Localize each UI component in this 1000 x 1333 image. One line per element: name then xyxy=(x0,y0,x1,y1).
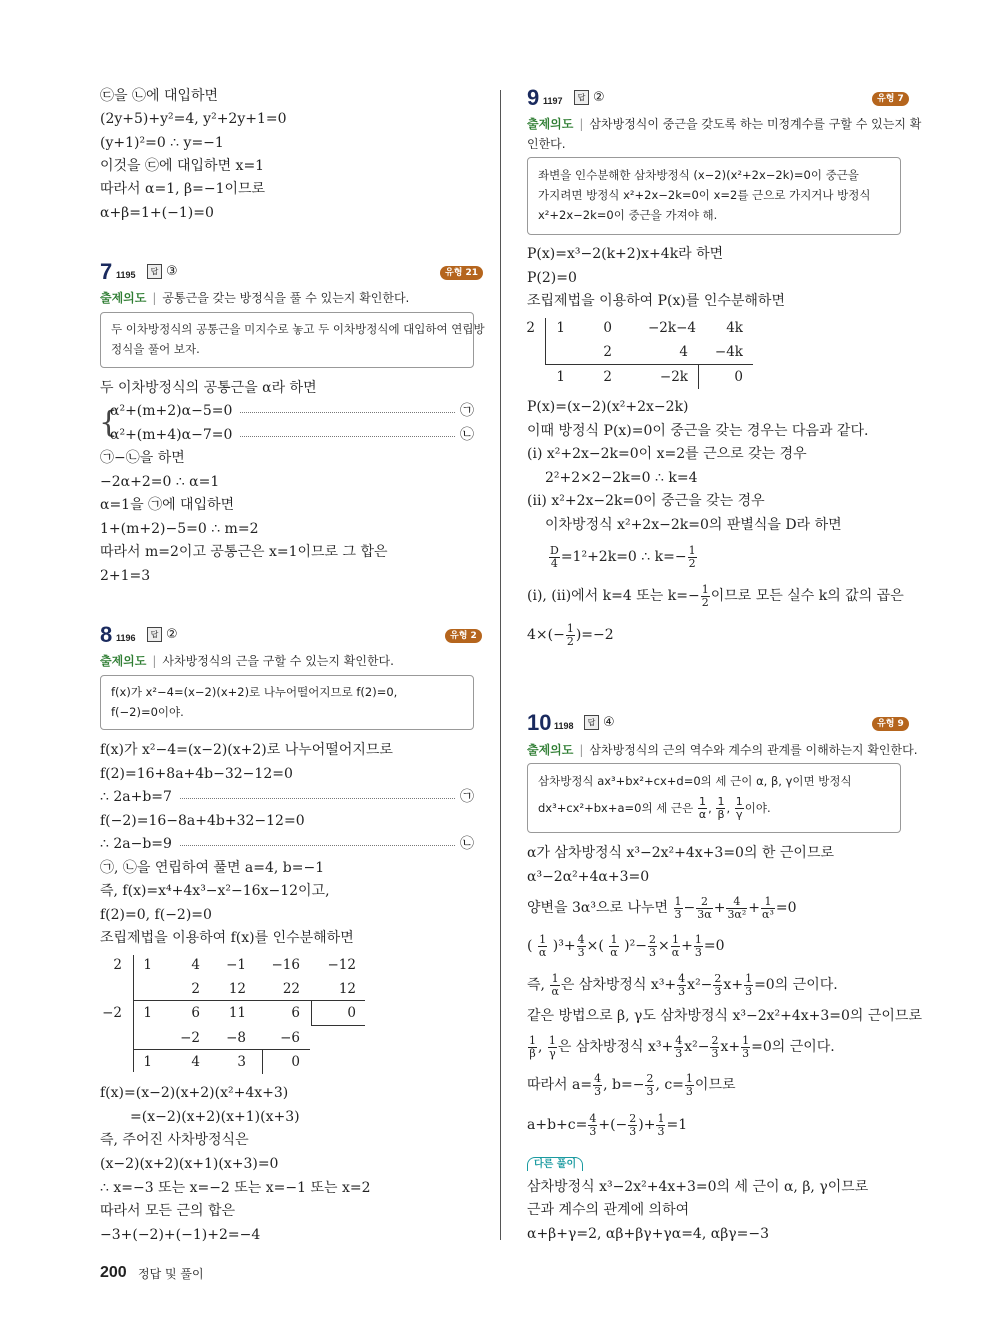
answer-value: ② xyxy=(593,90,605,105)
division-cell: 0 xyxy=(734,369,743,385)
fraction: $\frac{4}{3}$ xyxy=(678,971,686,998)
problem-number: 7 xyxy=(100,259,113,284)
solution-line: a+b+c= $\frac{4}{3}$ +(− $\frac{2}{3}$ )+ $\frac{1}{3}$ =1 xyxy=(527,1111,688,1138)
solution-line: 따라서 α=1, β=−1이므로 xyxy=(100,181,266,197)
solution-line: P(2)=0 xyxy=(527,270,577,286)
division-cell: 4 xyxy=(679,344,688,360)
hint-line: 좌변을 인수분해한 삼차방정식 (x−2)(x²+2x−2k)=0이 중근을 xyxy=(538,168,859,182)
table-rule xyxy=(311,1025,365,1026)
solution-line: 즉, 주어진 사차방정식은 xyxy=(100,1132,249,1148)
division-cell: −2 xyxy=(180,1030,200,1046)
division-cell: 12 xyxy=(228,981,246,997)
type-badge: 유형 9 xyxy=(872,717,909,731)
division-cell: −2k xyxy=(659,369,688,385)
leader-dots xyxy=(240,412,455,413)
equation-mark: ㉠ xyxy=(460,789,474,805)
solution-line: 즉, $\frac{1}{\alpha}$ 은 삼차방정식 x³+ $\frac{4}{3}$ x²− $\frac{2}{3}$ x+ $\frac{1}{3}$ =0의 근이다. xyxy=(527,971,838,998)
fraction: $\frac{2}{3}$ xyxy=(646,1071,654,1098)
solution-line: (y+1)²=0 ∴ y=−1 xyxy=(100,135,224,151)
solution-line: −3+(−2)+(−1)+2=−4 xyxy=(100,1227,261,1243)
solution-line: ㉠, ㉡을 연립하여 풀면 a=4, b=−1 xyxy=(100,860,325,876)
division-cell: −4k xyxy=(714,344,743,360)
division-cell: 0 xyxy=(291,1054,300,1070)
solution-line: 2²+2×2−2k=0 ∴ k=4 xyxy=(545,470,698,486)
division-cell: 12 xyxy=(338,981,356,997)
solution-line: 2+1=3 xyxy=(100,568,151,584)
solution-line: 이때 방정식 P(x)=0이 중근을 갖는 경우는 다음과 같다. xyxy=(527,423,869,439)
division-cell: 2 xyxy=(603,369,612,385)
division-cell: 0 xyxy=(347,1005,356,1021)
solution-line: α²+(m+2)α−5=0 xyxy=(110,403,233,419)
solution-line: ( $\frac{1}{\alpha}$ )³+ $\frac{4}{3}$ ×( $\frac{1}{\alpha}$ )²− $\frac{2}{3}$ × $\frac{1}{\alpha}$ + $\frac{1}{3}$ =0 xyxy=(527,932,725,959)
intent-text-cont: 인한다. xyxy=(527,137,566,151)
solution-line: α+β=1+(−1)=0 xyxy=(100,205,214,221)
division-cell: 0 xyxy=(603,320,612,336)
fraction: $\frac{1}{\alpha}$ xyxy=(551,971,559,998)
hint-line: 정식을 풀어 보자. xyxy=(111,342,200,356)
solution-line: $\frac{1}{\beta}$ , $\frac{1}{\gamma}$ 은 삼차방정식 x³+ $\frac{4}{3}$ x²− $\frac{2}{3}$ x+ $\frac{1}{3}$ =0의 근이다. xyxy=(529,1033,835,1060)
answer-value: ② xyxy=(166,627,178,642)
division-cell: 1 xyxy=(143,957,152,973)
solution-line: f(−2)=16−8a+4b+32−12=0 xyxy=(100,813,305,829)
intent: 출제의도 | 삼차방정식의 근의 역수와 계수의 관계를 이해하는지 확인한다. xyxy=(527,743,918,757)
fraction: $\frac{1}{3}$ xyxy=(685,1071,693,1098)
intent: 출제의도 | 삼차방정식이 중근을 갖도록 하는 미정계수를 구할 수 있는지 확 xyxy=(527,117,922,131)
solution-line: 근과 계수의 관계에 의하여 xyxy=(527,1202,690,1218)
hint-line: 삼차방정식 ax³+bx²+cx+d=0의 세 근이 α, β, γ이면 방정식 xyxy=(538,774,852,788)
hint-line: f(−2)=0이야. xyxy=(111,705,184,719)
fraction: $\frac{2}{3}$ xyxy=(714,971,722,998)
solution-line: (ii) x²+2x−2k=0이 중근을 갖는 경우 xyxy=(527,493,765,509)
division-cell: 4 xyxy=(191,1054,200,1070)
division-cell: 3 xyxy=(237,1054,246,1070)
intent-text: 사차방정식의 근을 구할 수 있는지 확인한다. xyxy=(162,654,394,668)
type-badge: 유형 21 xyxy=(440,266,483,280)
hint-box xyxy=(100,675,474,730)
fraction: $\frac{1}{\gamma}$ xyxy=(735,795,743,821)
solution-line: α가 삼차방정식 x³−2x²+4x+3=0의 한 근이므로 xyxy=(527,845,835,861)
solution-line: (2y+5)+y²=4, y²+2y+1=0 xyxy=(100,111,287,127)
intent-text: 삼차방정식의 근의 역수와 계수의 관계를 이해하는지 확인한다. xyxy=(589,743,918,757)
solution-line: ∴ 2a+b=7 xyxy=(100,789,172,805)
fraction: $\frac{4}{3}$ xyxy=(589,1111,597,1138)
solution-line: 이차방정식 x²+2x−2k=0의 판별식을 D라 하면 xyxy=(545,517,842,533)
division-cell: −1 xyxy=(226,957,246,973)
solution-line: f(2)=0, f(−2)=0 xyxy=(100,907,212,923)
fraction: $\frac{1}{3}$ xyxy=(742,1033,750,1060)
division-cell: 1 xyxy=(143,1005,152,1021)
table-rule xyxy=(133,1049,310,1050)
answer-value: ③ xyxy=(166,264,178,279)
fraction: $\frac{2}{3}$ xyxy=(629,1111,637,1138)
solution-line: f(x)가 x²−4=(x−2)(x+2)로 나누어떨어지므로 xyxy=(100,742,393,758)
brace: { xyxy=(99,405,119,440)
solution-line: 이것을 ㉢에 대입하면 x=1 xyxy=(100,158,265,174)
fraction: $\frac{1}{\alpha}$ xyxy=(538,932,547,959)
division-cell: −12 xyxy=(327,957,356,973)
footer-title: 정답 및 풀이 xyxy=(138,1267,204,1281)
solution-line: ∴ 2a−b=9 xyxy=(100,836,172,852)
division-cell: 22 xyxy=(282,981,300,997)
table-rule xyxy=(545,364,753,365)
leader-dots xyxy=(180,845,455,846)
answer xyxy=(147,627,178,642)
divisor: 2 xyxy=(113,957,122,973)
solution-line: 따라서 m=2이고 공통근은 x=1이므로 그 합은 xyxy=(100,544,388,560)
fraction: $\frac{1}{3}$ xyxy=(674,894,682,921)
problem-number: 10 xyxy=(527,710,552,735)
intent-text: 공통근을 갖는 방정식을 풀 수 있는지 확인한다. xyxy=(162,291,410,305)
intent-label: 출제의도 xyxy=(100,654,147,668)
problem-code: 1198 xyxy=(554,721,574,731)
fraction: $\frac{2}{3}$ xyxy=(648,932,656,959)
division-cell: 1 xyxy=(556,369,565,385)
fraction: $\frac{1}{\alpha}$ xyxy=(610,932,618,959)
solution-line: 즉, f(x)=x⁴+4x³−x²−16x−12이고, xyxy=(100,883,330,899)
division-cell: 2 xyxy=(191,981,200,997)
division-cell: 2 xyxy=(603,344,612,360)
solution-line: 4×(− $\frac{1}{2}$ )=−2 xyxy=(527,621,614,648)
division-cell: 4 xyxy=(191,957,200,973)
divisor: 2 xyxy=(526,320,535,336)
solution-line: α³−2α²+4α+3=0 xyxy=(527,869,650,885)
type-badge: 유형 7 xyxy=(872,92,909,106)
solution-line: 삼차방정식 x³−2x²+4x+3=0의 세 근이 α, β, γ이므로 xyxy=(527,1179,869,1195)
solution-line: α²+(m+4)α−7=0 xyxy=(110,427,233,443)
answer-tag-icon: 답 xyxy=(147,264,162,279)
problem-number: 9 xyxy=(527,85,540,110)
fraction: $\frac{1}{\alpha}$ xyxy=(671,932,680,959)
intent-label: 출제의도 xyxy=(527,117,574,131)
other-solution-badge: 다른 풀이 xyxy=(527,1157,583,1171)
page-number: 200 xyxy=(100,1264,127,1281)
hint-box xyxy=(527,763,901,833)
division-cell: −6 xyxy=(280,1030,300,1046)
fraction: $\frac{1}{\gamma}$ xyxy=(548,1033,556,1060)
intent-text: 삼차방정식이 중근을 갖도록 하는 미정계수를 구할 수 있는지 확 xyxy=(589,117,922,131)
solution-line: (i) x²+2x−2k=0이 x=2를 근으로 갖는 경우 xyxy=(527,446,807,462)
problem-number: 8 xyxy=(100,622,113,647)
answer-tag-icon: 답 xyxy=(574,90,589,105)
hint-line: f(x)가 x²−4=(x−2)(x+2)로 나누어떨어지므로 f(2)=0, xyxy=(111,685,398,699)
table-rule xyxy=(698,364,699,389)
problem-code: 1196 xyxy=(116,633,136,643)
solution-line: α+β+γ=2, αβ+βγ+γα=4, αβγ=−3 xyxy=(527,1226,770,1242)
hint-box xyxy=(100,312,485,368)
fraction: $\frac{4}{3}$ xyxy=(594,1071,602,1098)
solution-line: 따라서 모든 근의 합은 xyxy=(100,1203,236,1219)
fraction: $\frac{4}{3}$ xyxy=(577,932,585,959)
column-divider xyxy=(500,90,501,1240)
solution-line: $\frac{D}{4}$ =1²+2k=0 ∴ k=− $\frac{1}{2}$ xyxy=(550,543,696,570)
division-cell: 1 xyxy=(143,1054,152,1070)
fraction: $\frac{1}{\beta}$ xyxy=(717,795,725,821)
fraction: $\frac{D}{4}$ xyxy=(550,543,559,570)
divisor: −2 xyxy=(102,1005,122,1021)
solution-line: 두 이차방정식의 공통근을 α라 하면 xyxy=(100,380,317,396)
leader-dots xyxy=(180,798,455,799)
answer xyxy=(147,264,178,279)
fraction: $\frac{1}{\alpha}$ xyxy=(698,795,707,821)
hint-line: 가지려면 방정식 x²+2x−2k=0이 x=2를 근으로 가지거나 방정식 xyxy=(538,188,871,202)
table-rule xyxy=(311,1000,312,1025)
solution-line: P(x)=x³−2(k+2)x+4k라 하면 xyxy=(527,246,724,262)
problem-code: 1195 xyxy=(116,270,136,280)
solution-line: (i), (ii)에서 k=4 또는 k=− $\frac{1}{2}$ 이므로 모든 실수 k의 값의 곱은 xyxy=(527,582,904,609)
fraction: $\frac{1}{\text{α³}}$ xyxy=(762,894,774,921)
type-badge: 유형 2 xyxy=(445,629,482,643)
hint-line: dx³+cx²+bx+a=0의 세 근은 $\frac{1}{\alpha}$ , $\frac{1}{\beta}$ , $\frac{1}{\gamma}$ 이야. xyxy=(538,795,771,821)
equation-mark: ㉡ xyxy=(460,427,474,443)
answer-value: ④ xyxy=(603,715,615,730)
hint-box xyxy=(527,157,901,235)
fraction: $\frac{4}{\text{3α²}}$ xyxy=(727,894,747,921)
fraction: $\frac{1}{\beta}$ xyxy=(529,1033,536,1060)
division-cell: 6 xyxy=(291,1005,300,1021)
solution-line: 1+(m+2)−5=0 ∴ m=2 xyxy=(100,521,259,537)
fraction: $\frac{2}{3}$ xyxy=(711,1033,719,1060)
solution-line: 양변을 3α³으로 나누면 $\frac{1}{3}$ − $\frac{2}{3\alpha}$ + $\frac{4}{\text{3α²}}$ + $\frac{1}{\text{α³}}$ =0 xyxy=(527,894,797,921)
division-cell: 1 xyxy=(556,320,565,336)
hint-line: x²+2x−2k=0이 중근을 가져야 해. xyxy=(538,208,718,222)
answer-tag-icon: 답 xyxy=(584,715,599,730)
solution-line: −2α+2=0 ∴ α=1 xyxy=(100,474,220,490)
answer xyxy=(574,90,605,105)
equation-mark: ㉠ xyxy=(460,403,474,419)
fraction: $\frac{1}{3}$ xyxy=(745,971,753,998)
solution-line: (x−2)(x+2)(x+1)(x+3)=0 xyxy=(100,1156,279,1172)
fraction: $\frac{2}{3\alpha}$ xyxy=(697,894,712,921)
fraction: $\frac{1}{2}$ xyxy=(566,621,574,648)
problem-code: 1197 xyxy=(543,96,563,106)
intent-label: 출제의도 xyxy=(527,743,574,757)
division-cell: −2k−4 xyxy=(648,320,696,336)
solution-line: f(x)=(x−2)(x+2)(x²+4x+3) xyxy=(100,1085,289,1101)
solution-line: 조립제법을 이용하여 f(x)를 인수분해하면 xyxy=(100,930,354,946)
fraction: $\frac{1}{2}$ xyxy=(701,582,709,609)
division-cell: 4k xyxy=(726,320,743,336)
solution-line: =(x−2)(x+2)(x+1)(x+3) xyxy=(130,1109,300,1125)
fraction: $\frac{4}{3}$ xyxy=(675,1033,683,1060)
solution-line: 따라서 a= $\frac{4}{3}$ , b=− $\frac{2}{3}$ , c= $\frac{1}{3}$ 이므로 xyxy=(527,1071,736,1098)
solution-line: ㉢을 ㉡에 대입하면 xyxy=(100,88,219,104)
equation-mark: ㉡ xyxy=(460,836,474,852)
answer-tag-icon: 답 xyxy=(147,627,162,642)
leader-dots xyxy=(240,436,455,437)
division-cell: −8 xyxy=(226,1030,246,1046)
division-cell: 11 xyxy=(228,1005,246,1021)
answer xyxy=(584,715,615,730)
hint-line: 두 이차방정식의 공통근을 미지수로 놓고 두 이차방정식에 대입하여 연립방 xyxy=(111,322,485,336)
intent: 출제의도 | 공통근을 갖는 방정식을 풀 수 있는지 확인한다. xyxy=(100,291,410,305)
intent: 출제의도 | 사차방정식의 근을 구할 수 있는지 확인한다. xyxy=(100,654,394,668)
solution-line: 같은 방법으로 β, γ도 삼차방정식 x³−2x²+4x+3=0의 근이므로 xyxy=(527,1008,922,1024)
solution-line: ㉠−㉡을 하면 xyxy=(100,450,185,466)
division-cell: −16 xyxy=(271,957,300,973)
solution-line: ∴ x=−3 또는 x=−2 또는 x=−1 또는 x=2 xyxy=(100,1180,371,1196)
fraction: $\frac{1}{3}$ xyxy=(694,932,702,959)
intent-label: 출제의도 xyxy=(100,291,147,305)
solution-line: α=1을 ㉠에 대입하면 xyxy=(100,497,235,513)
solution-line: f(2)=16+8a+4b−32−12=0 xyxy=(100,766,293,782)
solution-line: 조립제법을 이용하여 P(x)를 인수분해하면 xyxy=(527,293,785,309)
fraction: $\frac{1}{2}$ xyxy=(688,543,696,570)
division-cell: 6 xyxy=(191,1005,200,1021)
table-rule xyxy=(133,1000,365,1001)
fraction: $\frac{1}{3}$ xyxy=(657,1111,665,1138)
solution-line: P(x)=(x−2)(x²+2x−2k) xyxy=(527,399,689,415)
